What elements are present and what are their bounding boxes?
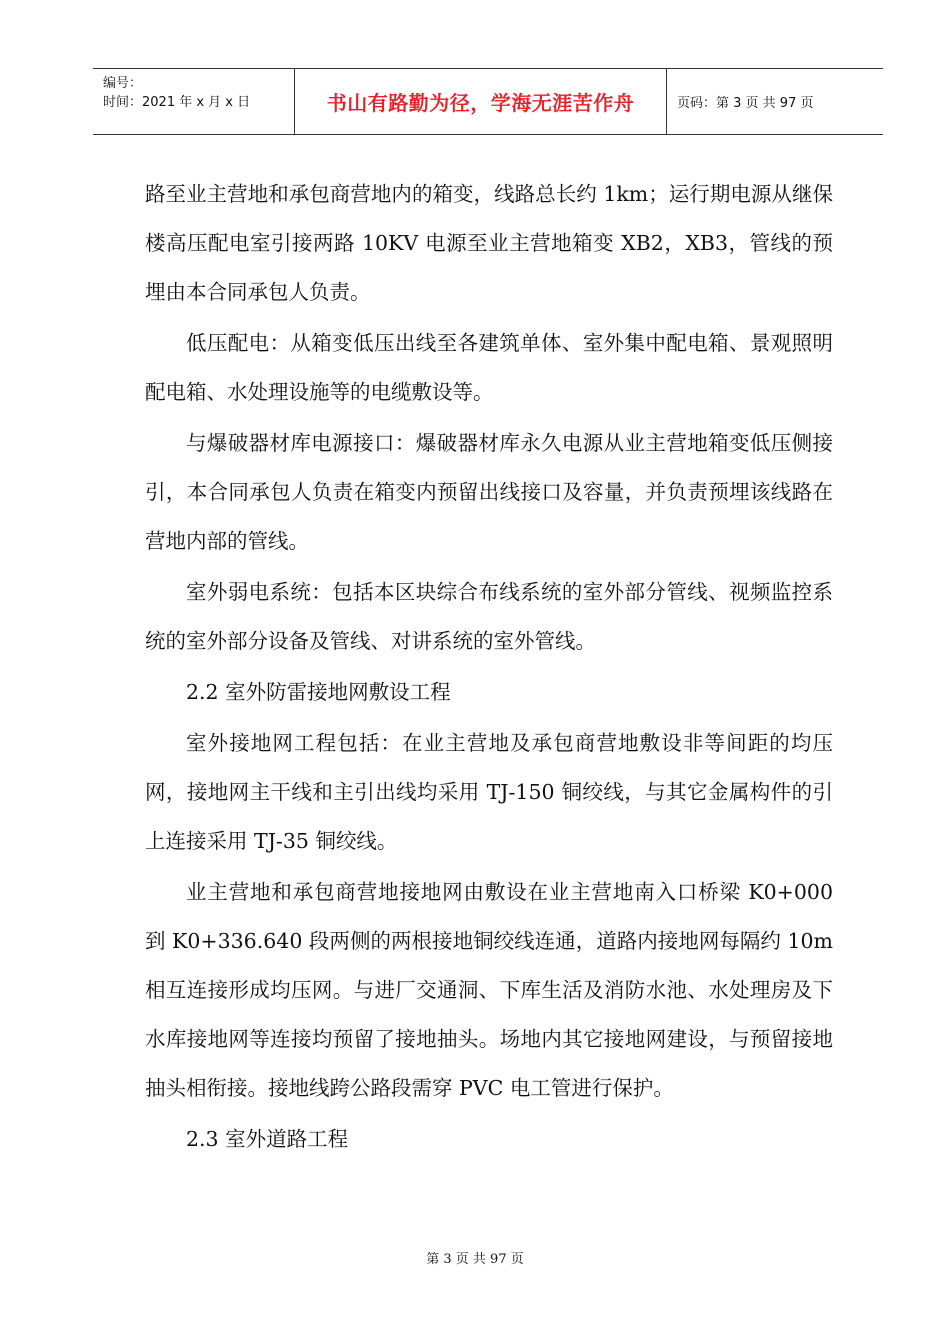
paragraph-grounding-scope: 室外接地网工程包括：在业主营地及承包商营地敷设非等间距的均压网，接地网主干线和主引出线均采用 TJ-150 铜绞线，与其它金属构件的引上连接采用 TJ-35 铜绞线。 [145,731,833,853]
document-body [145,170,833,1166]
section-heading-roads: 2.3 室外道路工程 [186,1127,349,1151]
paragraph-power-lines: 路至业主营地和承包商营地内的箱变，线路总长约 1km；运行期电源从继保楼高压配电室引接两路 10KV 电源至业主营地箱变 XB2，XB3，管线的预埋由本合同承包人负责。 [145,182,833,304]
header-meta [93,69,295,134]
number-label: 编号： [103,76,143,91]
page-header [93,68,883,135]
header-motto: 书山有路勤为径，学海无涯苦作舟 [295,69,667,134]
paragraph-weak-current: 室外弱电系统：包括本区块综合布线系统的室外部分管线、视频监控系统的室外部分设备及管线、对讲系统的室外管线。 [145,580,833,653]
paragraph-low-voltage: 低压配电：从箱变低压出线至各建筑单体、室外集中配电箱、景观照明配电箱、水处理设施等的电缆敷设等。 [145,331,833,404]
paragraph-grounding-network: 业主营地和承包商营地接地网由敷设在业主营地南入口桥梁 K0+000 到 K0+336.640 段两侧的两根接地铜绞线连通，道路内接地网每隔约 10m 相互连接形成均压网。与进厂交通洞、下库生活及消防水池、水处理房及下水库接地网等连接均预留了接地抽头。场地内其它接地网建设，与预留接地抽头相衔接。接地线跨公路段需穿 PVC 电工管进行保护。 [145,880,833,1100]
time-label: 时间：2021 年 x 月 x 日 [103,95,251,110]
header-page-info: 页码：第 3 页 共 97 页 [677,96,814,111]
paragraph-explosive-storage: 与爆破器材库电源接口：爆破器材库永久电源从业主营地箱变低压侧接引，本合同承包人负责在箱变内预留出线接口及容量，并负责预埋该线路在营地内部的管线。 [145,431,833,553]
section-heading-grounding: 2.2 室外防雷接地网敷设工程 [186,680,451,704]
page-footer: 第 3 页 共 97 页 [426,1252,524,1267]
